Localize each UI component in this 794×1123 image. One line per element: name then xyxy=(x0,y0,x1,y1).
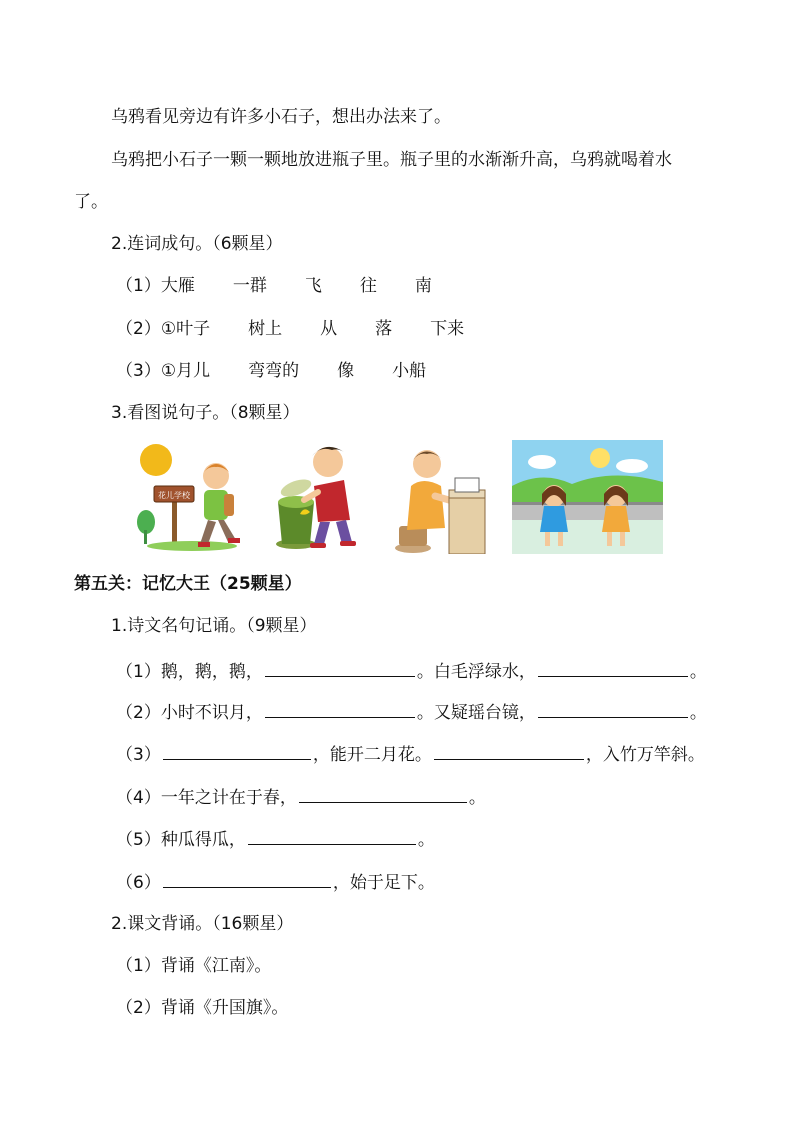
q2-item-3 xyxy=(116,360,426,382)
school-sign-text: 花儿学校 xyxy=(158,491,190,500)
item-number: （3） xyxy=(116,745,161,765)
item-number: （1） xyxy=(116,956,161,976)
word: 飞 xyxy=(304,276,322,296)
item-number: （1） xyxy=(116,662,161,682)
boy-throwing-trash-picture xyxy=(274,440,366,554)
poem-item-5: （5）种瓜得瓜， 。 xyxy=(116,830,435,850)
poems-title: 1.诗文名句记诵。（9颗星） xyxy=(111,616,317,636)
answer-blank[interactable] xyxy=(299,786,467,803)
item-number: （4） xyxy=(116,788,161,808)
answer-blank[interactable] xyxy=(538,660,688,677)
item-number: （2） xyxy=(116,998,161,1018)
item-number: （1） xyxy=(116,276,161,296)
q2-item-2 xyxy=(116,318,464,340)
story-line-1: 乌鸦看见旁边有许多小石子，想出办法来了。 xyxy=(111,107,451,127)
word: 南 xyxy=(414,276,432,296)
poem-item-3: （3） ，能开二月花。 ，入竹万竿斜。 xyxy=(116,745,705,765)
word: 从 xyxy=(320,319,338,339)
q2-item-1 xyxy=(116,275,432,297)
boy-writing-at-desk-picture xyxy=(393,440,489,554)
poem-item-1: （1）鹅，鹅，鹅， 。白毛浮绿水， 。 xyxy=(116,662,707,682)
word: 树上 xyxy=(248,319,283,339)
answer-blank[interactable] xyxy=(163,871,331,888)
q2-title: 2.连词成句。（6颗星） xyxy=(111,234,283,254)
word: ①叶子 xyxy=(160,319,211,339)
item-number: （2） xyxy=(116,319,161,339)
item-number: （3） xyxy=(116,361,161,381)
answer-blank[interactable] xyxy=(163,743,311,760)
word: 大雁 xyxy=(160,276,195,296)
story-line-2: 乌鸦把小石子一颗一颗地放进瓶子里。瓶子里的水渐渐升高，乌鸦就喝着水 xyxy=(111,150,672,170)
word: 小船 xyxy=(392,361,427,381)
answer-blank[interactable] xyxy=(538,701,688,718)
answer-blank[interactable] xyxy=(434,743,584,760)
item-number: （6） xyxy=(116,873,161,893)
q3-title: 3.看图说句子。（8颗星） xyxy=(111,403,300,423)
word: 弯弯的 xyxy=(248,361,300,381)
item-number: （5） xyxy=(116,830,161,850)
word: 下来 xyxy=(430,319,465,339)
answer-blank[interactable] xyxy=(265,701,415,718)
boy-walking-to-school-picture xyxy=(132,440,250,554)
recite-item-2: （2）背诵《升国旗》。 xyxy=(116,998,289,1018)
poem-item-4: （4）一年之计在于春， 。 xyxy=(116,788,486,808)
word: 像 xyxy=(337,361,355,381)
recite-item-1: （1）背诵《江南》。 xyxy=(116,956,272,976)
section5-heading: 第五关：记忆大王（25颗星） xyxy=(74,574,302,594)
word: ①月儿 xyxy=(160,361,211,381)
answer-blank[interactable] xyxy=(248,828,416,845)
poem-item-6: （6） ，始于足下。 xyxy=(116,873,435,893)
recite-title: 2.课文背诵。（16颗星） xyxy=(111,914,294,934)
word: 落 xyxy=(375,319,393,339)
poem-item-2: （2）小时不识月， 。又疑瑶台镜， 。 xyxy=(116,703,707,723)
word: 一群 xyxy=(232,276,267,296)
item-number: （2） xyxy=(116,703,161,723)
word: 往 xyxy=(359,276,377,296)
two-children-in-park-picture xyxy=(512,440,663,554)
story-line-3: 了。 xyxy=(74,192,108,212)
answer-blank[interactable] xyxy=(265,660,415,677)
